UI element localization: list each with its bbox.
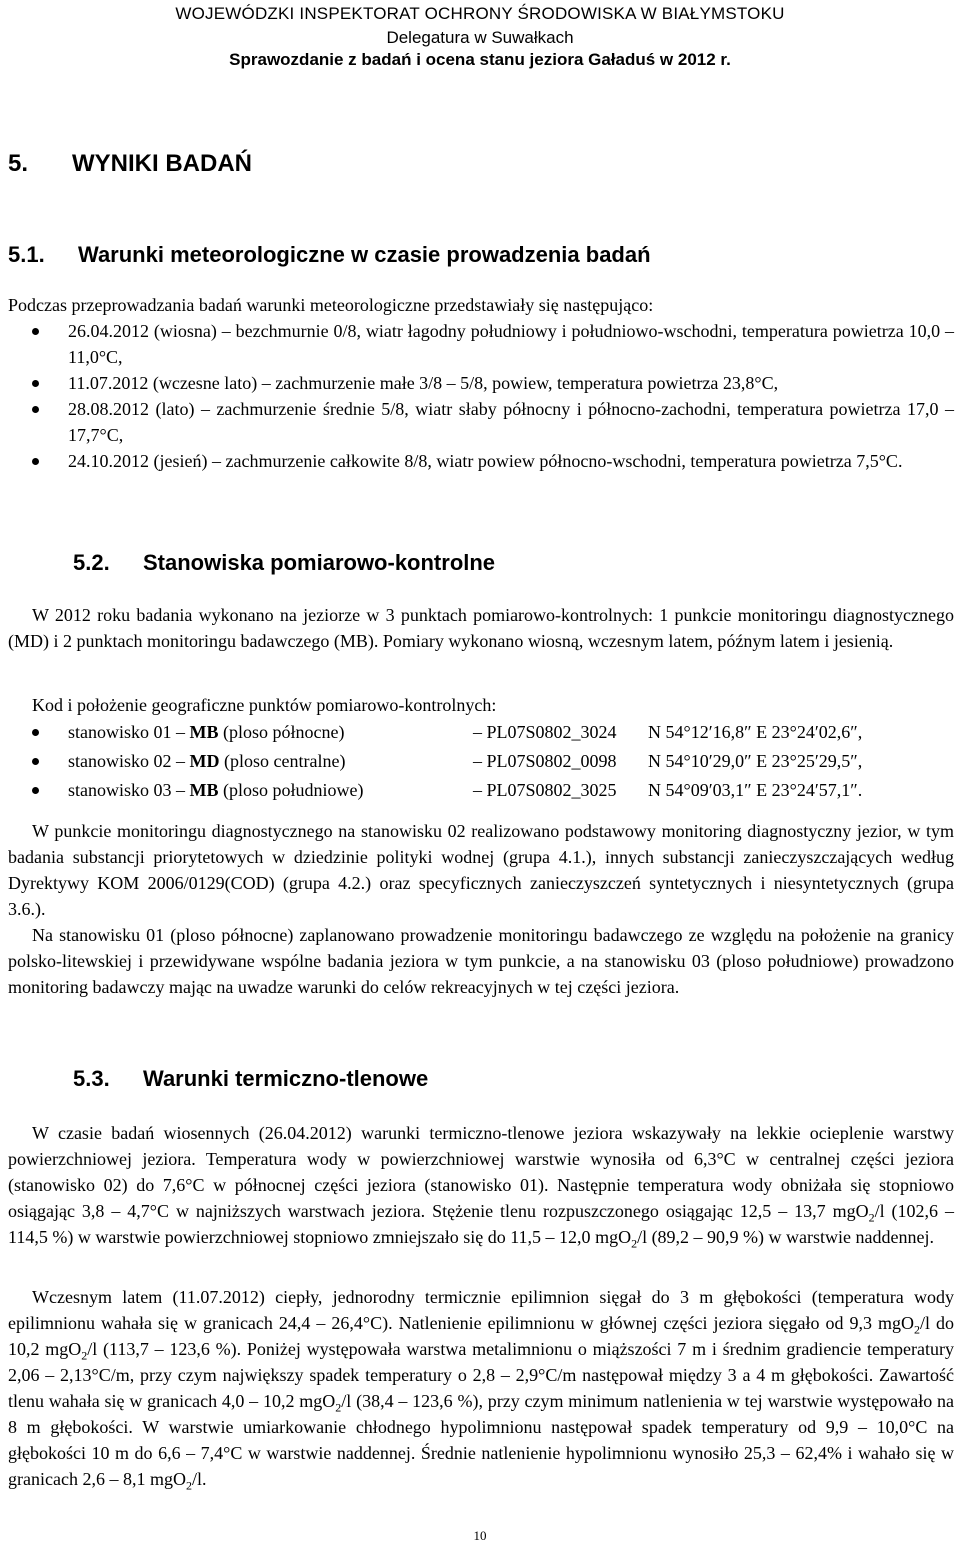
section-number: 5.3. <box>73 1066 110 1091</box>
station-code: – PL07S0802_3025 <box>473 780 617 800</box>
unit-mgo2: mgO$_2$ <box>595 1227 638 1251</box>
stations-list <box>8 718 954 805</box>
list-item: 11.07.2012 (wczesne lato) – zachmurzenie małe 3/8 – 5/8, powiew, temperatura powietrza 23,8°C, <box>8 370 954 396</box>
stations-codes-intro: Kod i położenie geograficzne punktów pomiarowo-kontrolnych: <box>32 695 497 715</box>
section-5-2-heading <box>73 550 495 576</box>
unit-mgo2: mgO$_2$ <box>877 1313 920 1337</box>
section-number: 5.1. <box>8 242 45 267</box>
monitoring-paragraph: W punkcie monitoringu diagnostycznego na stanowisku 02 realizowano podstawowy monitoring diagnostyczny jezior, w tym badania substancji priorytetowych w dziedzinie polityki wodnej (grupa 4.1.), innych substancji zanieczyszczających według Dyrektywy KOM 2006/0129(COD) (grupa 4.2.) oraz specyficznych zanieczyszczeń syntetycznych i niesyntetycznych (grupa 3.6.). <box>8 821 954 919</box>
station-name: stanowisko 03 – MB (ploso południowe) <box>68 780 364 800</box>
section-title: Stanowiska pomiarowo-kontrolne <box>143 550 496 575</box>
unit-mgo2: mgO$_2$ <box>832 1201 875 1225</box>
summer-conditions-paragraph: Wczesnym latem (11.07.2012) ciepły, jednorodny termicznie epilimnion sięgał do 3 m głębokości (temperatura wody epilimnionu wahała się w granicach 24,4 – 26,4°C). Natlenienie epilimnionu w głównej części jeziora sięgało od 9,3 mgO$_2$/l do 10,2 mgO$_2$/l (113,7 – 123,6 %). Poniżej występowała warstwa metalimnionu o miąższości 7 m i średnim gradiencie temperatury 2,06 – 2,13°C/m, przy czym największy spadek temperatury o 2,8 – 2,9°C/m następował między 3 a 4 m głębokości. Zawartość tlenu wahała się w granicach 4,0 – 10,2 mgO$_2$/l (38,4 – 123,6 %), przy czym minimum natlenienia w tej warstwie występowało na 8 m głębokości. W warstwie umiarkowanie chłodnego hypolimnionu następował spadek temperatury od 9,9 – 10,0°C na głębokości 10 m do 6,6 – 7,4°C w warstwie naddennej. Średnie natlenienie hypolimnionu wynosiło 25,3 – 62,4% i wahało się w granicach 2,6 – 8,1 mgO$_2$/l. <box>8 1287 954 1493</box>
list-item: 28.08.2012 (lato) – zachmurzenie średnie 5/8, wiatr słaby północny i północno-zachodni, temperatura powietrza 17,0 – 17,7°C, <box>8 396 954 448</box>
list-item: 26.04.2012 (wiosna) – bezchmurnie 0/8, wiatr łagodny południowy i południowo-wschodni, temperatura powietrza 10,0 – 11,0°C, <box>8 318 954 370</box>
meteo-intro: Podczas przeprowadzania badań warunki meteorologiczne przedstawiały się następująco: <box>8 295 654 315</box>
header-report-title: Sprawozdanie z badań i ocena stanu jeziora Gaładuś w 2012 r. <box>229 50 731 69</box>
section-5-heading <box>8 150 252 178</box>
list-item: 24.10.2012 (jesień) – zachmurzenie całkowite 8/8, wiatr powiew północno-wschodni, temperatura powietrza 7,5°C. <box>8 448 954 474</box>
station-coords: N 54°12′16,8″ E 23°24′02,6″, <box>648 722 863 742</box>
section-number: 5.2. <box>73 550 110 575</box>
page-number: 10 <box>473 1528 487 1543</box>
meteo-list <box>8 318 954 474</box>
unit-mgo2: mgO$_2$ <box>149 1469 192 1493</box>
station-coords: N 54°09′03,1″ E 23°24′57,1″. <box>648 780 863 800</box>
station-type: MB <box>189 722 219 742</box>
section-title: Warunki termiczno-tlenowe <box>143 1066 429 1091</box>
section-title: Warunki meteorologiczne w czasie prowadzenia badań <box>78 242 651 267</box>
station-type: MB <box>189 780 219 800</box>
section-number: 5. <box>8 150 29 177</box>
header-delegation: Delegatura w Suwałkach <box>386 28 574 47</box>
section-title: WYNIKI BADAŃ <box>72 150 252 177</box>
unit-mgo2: mgO$_2$ <box>45 1339 88 1363</box>
station-type: MD <box>189 751 220 771</box>
list-item <box>8 718 954 747</box>
section-5-3-heading <box>73 1066 428 1092</box>
station-name: stanowisko 02 – MD (ploso centralne) <box>68 751 346 771</box>
list-item <box>8 776 954 805</box>
station-coords: N 54°10′29,0″ E 23°25′29,5″, <box>648 751 863 771</box>
spring-conditions-paragraph: W czasie badań wiosennych (26.04.2012) warunki termiczno-tlenowe jeziora wskazywały na lekkie ocieplenie warstwy powierzchniowej jeziora. Temperatura wody w powierzchniowej warstwie wynosiła od 6,3°C w centralnej części jeziora (stanowisko 02) do 7,6°C w północnej części jeziora (stanowisko 01). Następnie temperatura wody obniżała się stopniowo osiągając 3,8 – 4,7°C w najniższych warstwach jeziora. Stężenie tlenu rozpuszczonego osiągając 12,5 – 13,7 mgO$_2$/l (102,6 – 114,5 %) w warstwie powierzchniowej stopniowo zmniejszało się do 11,5 – 12,0 mgO$_2$/l (89,2 – 90,9 %) w warstwie naddennej. <box>8 1123 954 1251</box>
station-name: stanowisko 01 – MB (ploso północne) <box>68 722 345 742</box>
research-monitoring-paragraph: Na stanowisku 01 (ploso północne) zaplanowano prowadzenie monitoringu badawczego ze względu na położenie na granicy polsko-litewskiej i przewidywane wspólne badania jeziora w tym punkcie, a na stanowisku 03 (ploso południowe) prowadzono monitoring badawczy mając na uwadze warunki do celów rekreacyjnych w tej części jeziora. <box>8 925 954 997</box>
unit-mgo2: mgO$_2$ <box>299 1391 342 1415</box>
stations-paragraph: W 2012 roku badania wykonano na jeziorze w 3 punktach pomiarowo-kontrolnych: 1 punkcie monitoringu diagnostycznego (MD) i 2 punktach monitoringu badawczego (MB). Pomiary wykonano wiosną, wczesnym latem, późnym latem i jesienią. <box>8 605 954 651</box>
station-code: – PL07S0802_3024 <box>473 722 617 742</box>
section-5-1-heading <box>8 242 651 268</box>
header-institution: WOJEWÓDZKI INSPEKTORAT OCHRONY ŚRODOWISKA W BIAŁYMSTOKU <box>175 4 785 23</box>
station-code: – PL07S0802_0098 <box>473 751 617 771</box>
list-item <box>8 747 954 776</box>
